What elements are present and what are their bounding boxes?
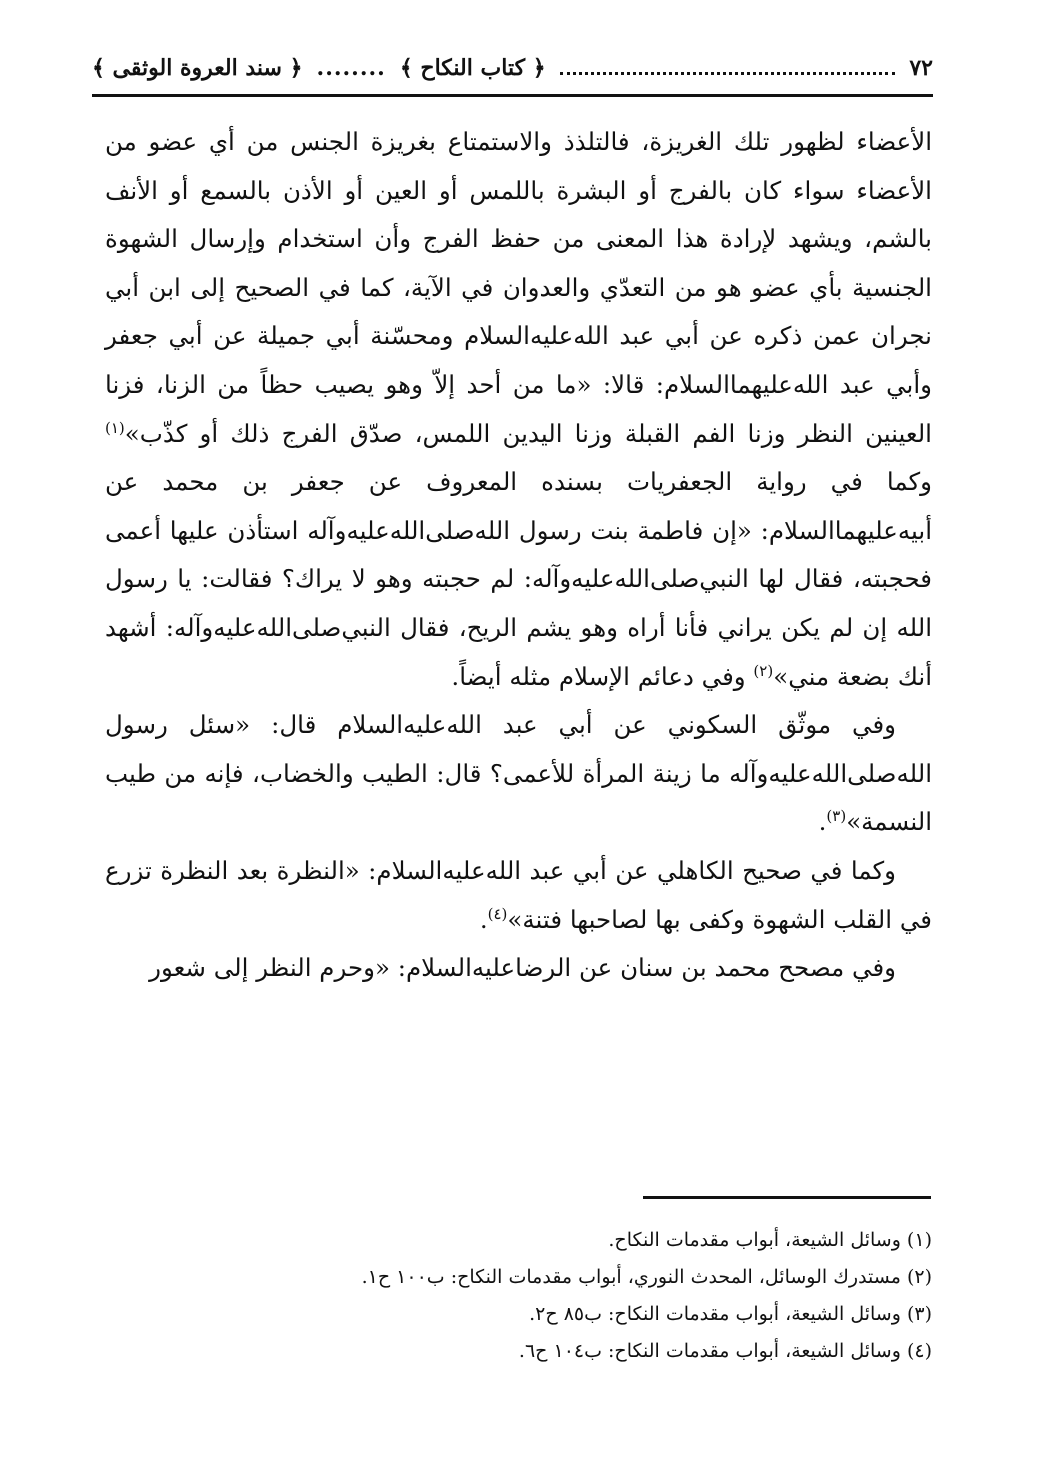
footnote: (١) وسائل الشيعة، أبواب مقدمات النكاح. — [608, 1229, 932, 1251]
paragraph — [105, 701, 932, 847]
footnote-marker[interactable]: (٣) — [826, 807, 847, 826]
text-run: وكما في رواية الجعفريات بسنده المعروف عن جعفر بن محمد عن أبيه‌عليهما‌السلام: «إن فاطمة بنت رسول الله‌صلى‌الله‌عليه‌وآله استأذن عليها أعمى فحجبته، فقال لها النبي‌صلى‌الله‌عليه‌وآله: لم حجبته وهو لا يراك؟ فقالت: يا رسول الله إن لم يكن يراني فأنا أراه وهو يشم الريح، فقال النبي‌صلى‌الله‌عليه‌وآله: أشهد أنك بضعة مني» — [105, 467, 932, 691]
paragraph — [105, 944, 932, 993]
text-run: . — [479, 904, 488, 934]
paragraph — [105, 847, 932, 944]
header-leader-dots — [560, 60, 896, 75]
header-separator: ........ — [316, 55, 386, 81]
footnote: (٣) وسائل الشيعة، أبواب مقدمات النكاح: ب٨٥ ح٢. — [529, 1303, 932, 1325]
footnote-rule — [643, 1196, 931, 1199]
footnote-marker[interactable]: (٢) — [753, 661, 774, 680]
paragraph — [105, 118, 932, 701]
text-run: . — [818, 807, 827, 837]
body-text — [105, 118, 932, 993]
text-run: وكما في صحيح الكاهلي عن أبي عبد الله‌عليه‌السلام: «النظرة بعد النظرة تزرع في القلب الشهوة وكفى بها لصاحبها فتنة» — [105, 855, 932, 934]
running-header — [92, 44, 933, 92]
page-number: ٧٢ — [909, 55, 933, 81]
header-rule — [92, 94, 933, 97]
chapter-title: ﴿ كتاب النكاح ﴾ — [399, 55, 546, 81]
text-run: الأعضاء لظهور تلك الغريزة، فالتلذذ والاستمتاع بغريزة الجنس من أي عضو من الأعضاء سواء كان بالفرج أو البشرة باللمس أو العين أو الأذن بالسمع أو الأنف بالشم، ويشهد لإرادة هذا المعنى من حفظ الفرج وأن استخدام وإرسال الشهوة الجنسية بأي عضو هو من التعدّي والعدوان في الآية، كما في الصحيح إلى ابن أبي نجران عمن ذكره عن أبي عبد الله‌عليه‌السلام ومحسّنة أبي جميلة عن أبي جعفر وأبي عبد الله‌عليهما‌السلام: قالا: «ما من أحد إلاّ وهو يصيب حظاً من الزنا، فزنا العينين النظر وزنا الفم القبلة وزنا اليدين اللمس، صدّق الفرج ذلك أو كذّب» — [105, 127, 932, 448]
footnote-marker[interactable]: (١) — [105, 418, 125, 437]
text-run: وفي مصحح محمد بن سنان عن الرضا‌عليه‌السلام: «وحرم النظر إلى شعور — [149, 953, 896, 983]
footnote: (٢) مستدرك الوسائل، المحدث النوري، أبواب مقدمات النكاح: ب١٠٠ ح١. — [361, 1266, 932, 1288]
book-title: ﴿ سند العروة الوثقى ﴾ — [92, 55, 303, 81]
footnote: (٤) وسائل الشيعة، أبواب مقدمات النكاح: ب١٠٤ ح٦. — [518, 1340, 932, 1362]
text-run: وفي موثّق السكوني عن أبي عبد الله‌عليه‌السلام قال: «سئل رسول الله‌صلى‌الله‌عليه‌وآله ما زينة المرأة للأعمى؟ قال: الطيب والخضاب، فإنه من طيب النسمة» — [105, 710, 932, 837]
footnotes — [105, 1222, 932, 1370]
text-run: وفي دعائم الإسلام مثله أيضاً. — [451, 661, 754, 691]
footnote-marker[interactable]: (٤) — [487, 904, 508, 923]
